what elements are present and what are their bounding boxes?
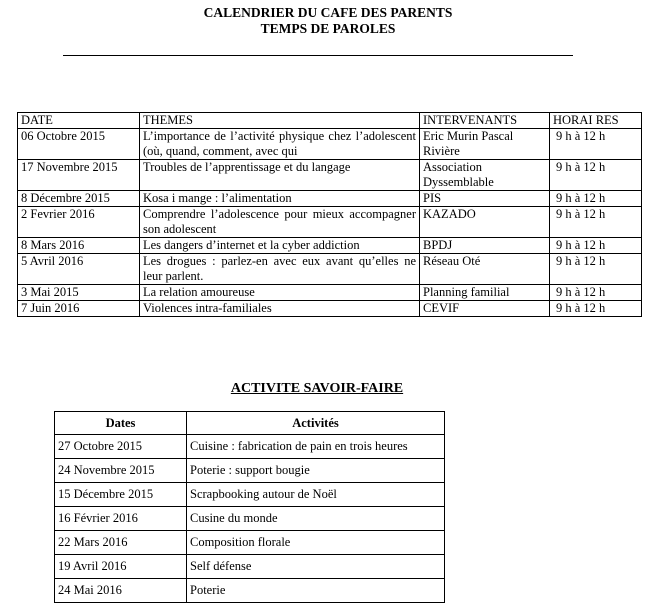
cell-activite: Poterie : support bougie <box>187 459 445 483</box>
cell-date: 19 Avril 2016 <box>55 555 187 579</box>
page-subtitle: TEMPS DE PAROLES <box>260 21 396 36</box>
column-header-activites: Activités <box>187 412 445 435</box>
table-header-row <box>55 412 445 435</box>
table-row <box>55 459 445 483</box>
cell-intervenant: Planning familial <box>420 285 550 301</box>
table-row <box>55 507 445 531</box>
table-row <box>18 301 642 317</box>
cell-date: 17 Novembre 2015 <box>18 160 140 191</box>
cell-horaire: 9 h à 12 h <box>550 129 642 160</box>
table-row <box>18 129 642 160</box>
cell-date: 3 Mai 2015 <box>18 285 140 301</box>
column-header-themes: THEMES <box>140 113 420 129</box>
cell-date: 15 Décembre 2015 <box>55 483 187 507</box>
cell-theme: Violences intra-familiales <box>140 301 420 317</box>
table-row <box>18 160 642 191</box>
cell-horaire: 9 h à 12 h <box>550 207 642 238</box>
cell-theme: Comprendre l’adolescence pour mieux accompagner son adolescent <box>140 207 420 238</box>
cell-horaire: 9 h à 12 h <box>550 238 642 254</box>
cell-horaire: 9 h à 12 h <box>550 285 642 301</box>
cell-theme: Les drogues : parlez-en avec eux avant qu’elles ne leur parlent. <box>140 254 420 285</box>
cell-theme: Les dangers d’internet et la cyber addiction <box>140 238 420 254</box>
cell-activite: Composition florale <box>187 531 445 555</box>
cell-intervenant: Réseau Oté <box>420 254 550 285</box>
cell-horaire: 9 h à 12 h <box>550 301 642 317</box>
table-header-row <box>18 113 642 129</box>
cell-date: 2 Fevrier 2016 <box>18 207 140 238</box>
cell-date: 06 Octobre 2015 <box>18 129 140 160</box>
column-header-date: DATE <box>18 113 140 129</box>
cell-horaire: 9 h à 12 h <box>550 191 642 207</box>
cell-activite: Poterie <box>187 579 445 603</box>
cell-date: 7 Juin 2016 <box>18 301 140 317</box>
cell-intervenant: KAZADO <box>420 207 550 238</box>
column-header-horaires: HORAI RES <box>550 113 642 129</box>
table-row <box>55 435 445 459</box>
activites-savoir-faire-table <box>54 411 445 603</box>
cell-activite: Scrapbooking autour de Noël <box>187 483 445 507</box>
column-header-dates: Dates <box>55 412 187 435</box>
cell-activite: Cuisine : fabrication de pain en trois heures <box>187 435 445 459</box>
cell-date: 8 Mars 2016 <box>18 238 140 254</box>
cell-intervenant: Eric Murin Pascal Rivière <box>420 129 550 160</box>
cell-date: 27 Octobre 2015 <box>55 435 187 459</box>
section-title-savoir-faire: ACTIVITE SAVOIR-FAIRE <box>230 381 404 396</box>
cell-date: 24 Novembre 2015 <box>55 459 187 483</box>
title-divider <box>63 55 573 56</box>
cell-intervenant: CEVIF <box>420 301 550 317</box>
table-row <box>55 555 445 579</box>
cell-horaire: 9 h à 12 h <box>550 160 642 191</box>
cell-date: 24 Mai 2016 <box>55 579 187 603</box>
cell-activite: Cusine du monde <box>187 507 445 531</box>
table-row <box>18 238 642 254</box>
cell-horaire: 9 h à 12 h <box>550 254 642 285</box>
cell-date: 5 Avril 2016 <box>18 254 140 285</box>
cell-theme: L’importance de l’activité physique chez l’adolescent (où, quand, comment, avec qui <box>140 129 420 160</box>
table-row <box>55 483 445 507</box>
cell-date: 16 Février 2016 <box>55 507 187 531</box>
page-title: CALENDRIER DU CAFE DES PARENTS <box>203 5 453 20</box>
column-header-intervenants: INTERVENANTS <box>420 113 550 129</box>
temps-de-paroles-table <box>17 112 642 317</box>
cell-date: 8 Décembre 2015 <box>18 191 140 207</box>
table-row <box>18 254 642 285</box>
cell-theme: Troubles de l’apprentissage et du langage <box>140 160 420 191</box>
cell-intervenant: PIS <box>420 191 550 207</box>
cell-activite: Self défense <box>187 555 445 579</box>
table-row <box>18 285 642 301</box>
table-row <box>55 531 445 555</box>
cell-intervenant: Association Dyssemblable <box>420 160 550 191</box>
cell-date: 22 Mars 2016 <box>55 531 187 555</box>
cell-intervenant: BPDJ <box>420 238 550 254</box>
table-row <box>18 191 642 207</box>
table-row <box>18 207 642 238</box>
cell-theme: La relation amoureuse <box>140 285 420 301</box>
cell-theme: Kosa i mange : l’alimentation <box>140 191 420 207</box>
table-row <box>55 579 445 603</box>
